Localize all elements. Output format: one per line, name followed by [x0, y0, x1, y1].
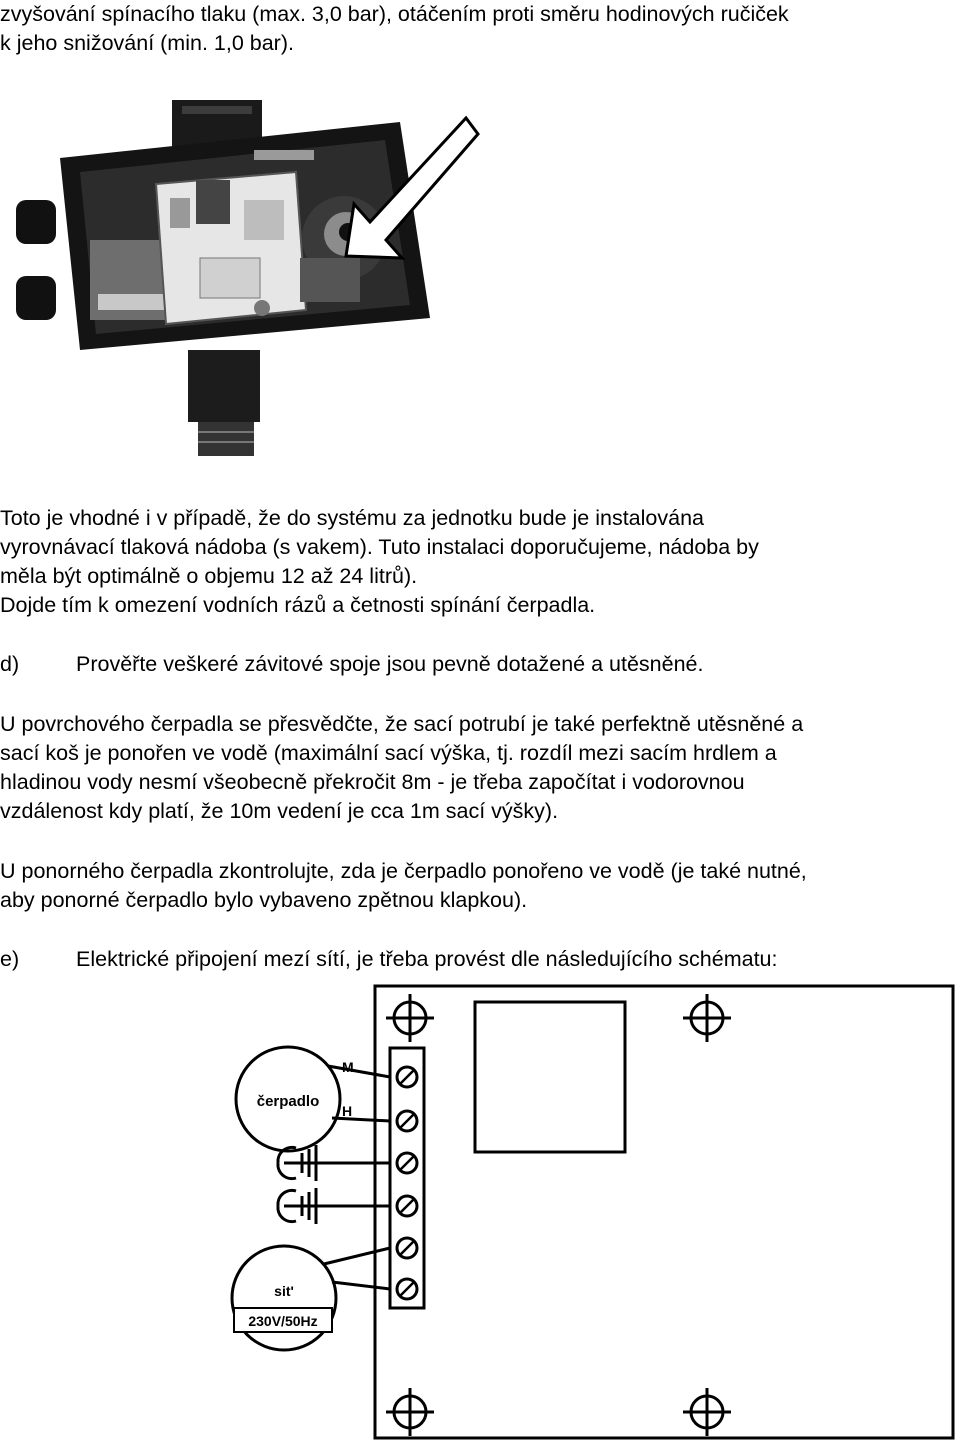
- submersible-pump-line-1: U ponorného čerpadla zkontrolujte, zda je čerpadlo ponořeno ve vodě (je také nutné,: [0, 859, 807, 883]
- circuit-board: [156, 172, 306, 324]
- mounting-hole-top-right: [683, 994, 731, 1042]
- wiring-schematic: [220, 982, 960, 1444]
- tank-paragraph-line-3: měla být optimálně o objemu 12 až 24 litrů).: [0, 564, 418, 588]
- terminal-screw-5: [397, 1238, 417, 1258]
- intro-line-1: zvyšování spínacího tlaku (max. 3,0 bar), otáčením proti směru hodinových ručiček: [0, 2, 789, 26]
- wire-mains-2: [332, 1282, 390, 1289]
- terminal-screw-3: [397, 1153, 417, 1173]
- surface-pump-line-2: sací koš je ponořen ve vodě (maximální sací výška, tj. rozdíl mezi sacím hrdlem a: [0, 741, 777, 765]
- tank-paragraph-line-2: vyrovnávací tlaková nádoba (s vakem). Tuto instalaci doporučujeme, nádoba by: [0, 535, 759, 559]
- item-d-marker: d): [0, 652, 20, 676]
- terminal-screw-6: [397, 1279, 417, 1299]
- wire-hot: [332, 1118, 390, 1121]
- mains-voltage-label: 230V/50Hz: [248, 1313, 318, 1329]
- tank-paragraph-line-4: Dojde tím k omezení vodních rázů a četnosti spínání čerpadla.: [0, 593, 596, 617]
- mounting-hole-bottom-left: [386, 1388, 434, 1436]
- item-d-text: Prověřte veškeré závitové spoje jsou pevně dotažené a utěsněné.: [76, 652, 704, 676]
- submersible-pump-line-2: aby ponorné čerpadlo bylo vybaveno zpětnou klapkou).: [0, 888, 528, 912]
- left-post-bottom: [16, 276, 56, 320]
- item-e-text: Elektrické připojení mezí sítí, je třeba provést dle následujícího schématu:: [76, 947, 778, 971]
- bottom-fitting: [188, 350, 260, 422]
- mains-label: sit': [274, 1283, 294, 1299]
- board-outline: [375, 986, 953, 1438]
- surface-pump-line-1: U povrchového čerpadla se přesvědčte, že sací potrubí je také perfektně utěsněné a: [0, 712, 804, 736]
- terminal-screw-2: [397, 1111, 417, 1131]
- terminal-screw-4: [397, 1196, 417, 1216]
- intro-line-2: k jeho snižování (min. 1,0 bar).: [0, 31, 294, 55]
- surface-pump-line-3: hladinou vody nesmí všeobecně překročit 8m - je třeba započítat i vodorovnou: [0, 770, 745, 794]
- wire-motor: [328, 1066, 390, 1077]
- mounting-hole-top-left: [386, 994, 434, 1042]
- mounting-hole-bottom-right: [683, 1388, 731, 1436]
- surface-pump-line-4: vzdálenost kdy platí, že 10m vedení je cca 1m sací výšky).: [0, 799, 559, 823]
- terminal-m-label: M: [342, 1059, 354, 1075]
- pressure-switch-photo: [0, 80, 480, 480]
- terminal-screw-1: [397, 1067, 417, 1087]
- item-e-marker: e): [0, 947, 20, 971]
- wire-mains-1: [324, 1248, 390, 1264]
- terminal-h-label: H: [342, 1103, 353, 1119]
- mains-ground-icon: [278, 1188, 390, 1224]
- tank-paragraph-line-1: Toto je vhodné i v případě, že do systému za jednotku bude je instalována: [0, 506, 704, 530]
- left-post-top: [16, 200, 56, 244]
- relay-block: [475, 1002, 625, 1152]
- pump-label: čerpadlo: [256, 1093, 320, 1110]
